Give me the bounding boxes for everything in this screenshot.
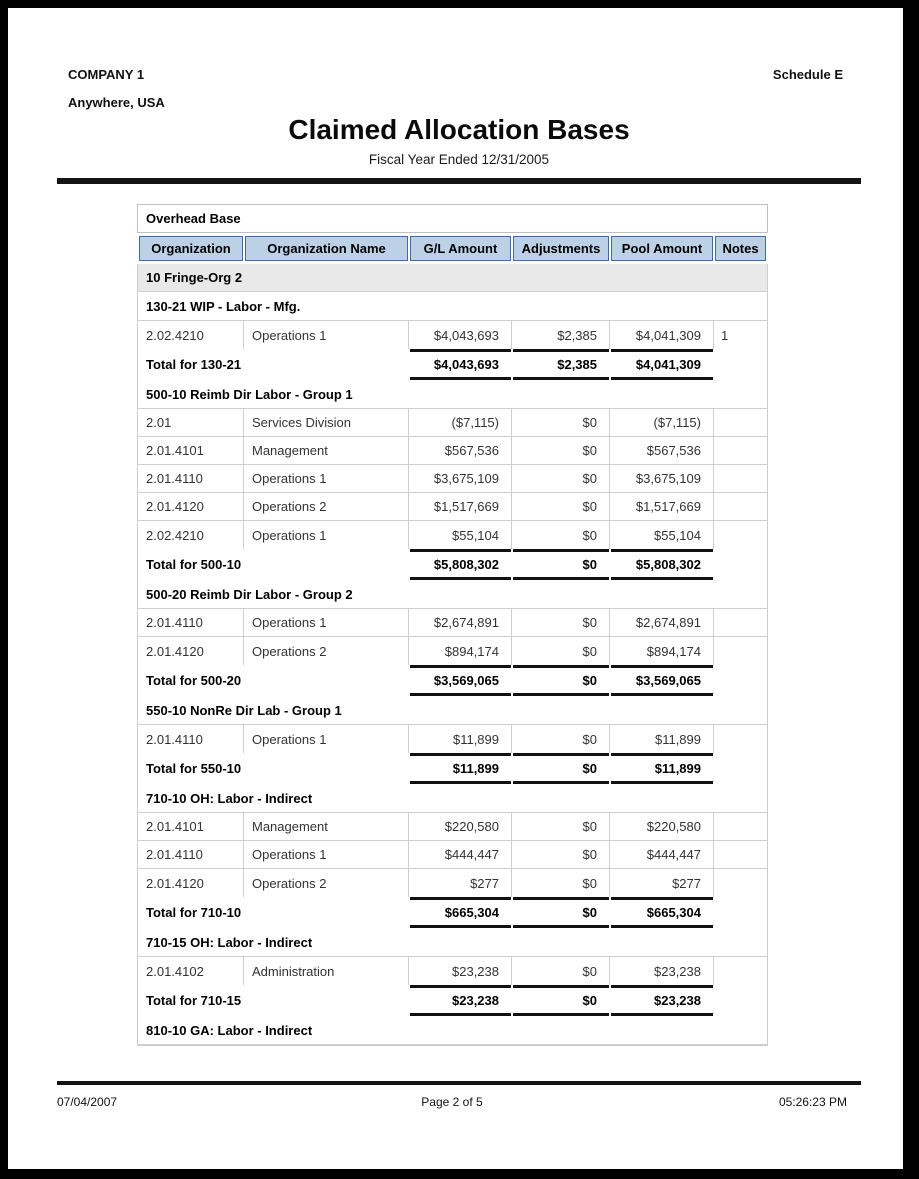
org-name-cell: Management xyxy=(244,813,409,840)
table-row xyxy=(138,637,767,665)
notes-cell xyxy=(714,725,767,753)
column-header-gl-amount: G/L Amount xyxy=(410,236,511,261)
table-row xyxy=(138,493,767,521)
org-cell: 2.01.4120 xyxy=(138,637,244,665)
adjustments-cell: $2,385 xyxy=(512,321,610,349)
adjustments-cell: $0 xyxy=(512,813,610,840)
org-cell: 2.01.4120 xyxy=(138,869,244,897)
org-name-cell: Operations 1 xyxy=(244,465,409,492)
adjustments-cell: $0 xyxy=(512,465,610,492)
total-pool-amount-cell: $4,041,309 xyxy=(611,349,713,380)
footer-time: 05:26:23 PM xyxy=(778,1095,847,1109)
org-name-cell: Operations 1 xyxy=(244,725,409,753)
pool-amount-cell: $3,675,109 xyxy=(610,465,714,492)
notes-cell xyxy=(714,637,767,665)
table-body xyxy=(137,264,768,1046)
org-name-cell: Operations 2 xyxy=(244,493,409,520)
adjustments-cell: $0 xyxy=(512,493,610,520)
table-row xyxy=(138,813,767,841)
notes-cell xyxy=(714,869,767,897)
company-name: COMPANY 1 xyxy=(68,67,145,82)
org-cell: 2.01.4110 xyxy=(138,725,244,753)
column-header-notes: Notes xyxy=(715,236,766,261)
gl-amount-cell: $2,674,891 xyxy=(409,609,512,636)
gl-amount-cell: $23,238 xyxy=(409,957,512,985)
total-label-cell: Total for 500-10 xyxy=(146,557,242,572)
column-header-organization-name: Organization Name xyxy=(245,236,408,261)
total-adjustments-cell: $0 xyxy=(513,549,609,580)
pool-amount-cell: $894,174 xyxy=(610,637,714,665)
total-gl-amount-cell: $4,043,693 xyxy=(410,349,511,380)
pool-amount-cell: $2,674,891 xyxy=(610,609,714,636)
notes-cell xyxy=(714,409,767,436)
pool-amount-cell: $567,536 xyxy=(610,437,714,464)
footer-page-number: Page 2 of 5 xyxy=(421,1095,483,1109)
pool-amount-cell: $1,517,669 xyxy=(610,493,714,520)
table-row xyxy=(138,725,767,753)
pool-amount-cell: $277 xyxy=(610,869,714,897)
org-cell: 2.01.4101 xyxy=(138,437,244,464)
adjustments-cell: $0 xyxy=(512,957,610,985)
total-row xyxy=(138,665,767,696)
org-cell: 2.01.4110 xyxy=(138,841,244,868)
section-heading-row: 500-20 Reimb Dir Labor - Group 2 xyxy=(138,580,767,609)
pool-amount-cell: $220,580 xyxy=(610,813,714,840)
company-location: Anywhere, USA xyxy=(68,95,165,110)
org-cell: 2.02.4210 xyxy=(138,321,244,349)
total-adjustments-cell: $0 xyxy=(513,665,609,696)
gl-amount-cell: $277 xyxy=(409,869,512,897)
notes-cell xyxy=(714,465,767,492)
org-cell: 2.01 xyxy=(138,409,244,436)
org-cell: 2.02.4210 xyxy=(138,521,244,549)
total-gl-amount-cell: $665,304 xyxy=(410,897,511,928)
total-adjustments-cell: $0 xyxy=(513,753,609,784)
table-row xyxy=(138,957,767,985)
table-row xyxy=(138,841,767,869)
org-cell: 2.01.4110 xyxy=(138,465,244,492)
total-row xyxy=(138,753,767,784)
schedule-label: Schedule E xyxy=(772,67,843,82)
table-row xyxy=(138,321,767,349)
total-adjustments-cell: $0 xyxy=(513,897,609,928)
total-gl-amount-cell: $11,899 xyxy=(410,753,511,784)
total-notes-cell xyxy=(714,985,767,1016)
org-name-cell: Operations 1 xyxy=(244,521,409,549)
table-row xyxy=(138,465,767,493)
page-header-line1 xyxy=(57,67,861,82)
org-name-cell: Administration xyxy=(244,957,409,985)
section-heading-row: 810-10 GA: Labor - Indirect xyxy=(138,1016,767,1045)
allocation-table xyxy=(137,204,768,1046)
column-header-organization: Organization xyxy=(139,236,243,261)
notes-cell xyxy=(714,521,767,549)
org-name-cell: Services Division xyxy=(244,409,409,436)
org-name-cell: Operations 2 xyxy=(244,869,409,897)
report-page xyxy=(8,8,903,1169)
total-pool-amount-cell: $11,899 xyxy=(611,753,713,784)
page-footer xyxy=(57,1095,861,1109)
total-adjustments-cell: $2,385 xyxy=(513,349,609,380)
adjustments-cell: $0 xyxy=(512,521,610,549)
section-heading-row: 710-15 OH: Labor - Indirect xyxy=(138,928,767,957)
adjustments-cell: $0 xyxy=(512,725,610,753)
total-notes-cell xyxy=(714,665,767,696)
total-row xyxy=(138,349,767,380)
pool-amount-cell: $23,238 xyxy=(610,957,714,985)
table-row xyxy=(138,609,767,637)
table-row xyxy=(138,437,767,465)
total-row xyxy=(138,985,767,1016)
section-heading-row: 710-10 OH: Labor - Indirect xyxy=(138,784,767,813)
footer-rule xyxy=(57,1081,861,1085)
gl-amount-cell: ($7,115) xyxy=(409,409,512,436)
org-name-cell: Operations 1 xyxy=(244,841,409,868)
section-heading-row: 130-21 WIP - Labor - Mfg. xyxy=(138,292,767,321)
adjustments-cell: $0 xyxy=(512,409,610,436)
org-cell: 2.01.4110 xyxy=(138,609,244,636)
table-caption: Overhead Base xyxy=(137,204,768,233)
adjustments-cell: $0 xyxy=(512,637,610,665)
total-row xyxy=(138,549,767,580)
org-name-cell: Management xyxy=(244,437,409,464)
adjustments-cell: $0 xyxy=(512,841,610,868)
table-row xyxy=(138,521,767,549)
header-rule xyxy=(57,178,861,184)
table-header-row xyxy=(138,235,767,262)
section-heading-row: 550-10 NonRe Dir Lab - Group 1 xyxy=(138,696,767,725)
total-label-cell: Total for 500-20 xyxy=(146,673,242,688)
column-header-adjustments: Adjustments xyxy=(513,236,609,261)
pool-amount-cell: $4,041,309 xyxy=(610,321,714,349)
notes-cell: 1 xyxy=(721,327,729,343)
total-notes-cell xyxy=(714,549,767,580)
total-label-cell: Total for 710-15 xyxy=(146,993,242,1008)
gl-amount-cell: $3,675,109 xyxy=(409,465,512,492)
adjustments-cell: $0 xyxy=(512,437,610,464)
total-pool-amount-cell: $23,238 xyxy=(611,985,713,1016)
group-header-row: 10 Fringe-Org 2 xyxy=(138,264,767,292)
total-adjustments-cell: $0 xyxy=(513,985,609,1016)
notes-cell xyxy=(714,493,767,520)
gl-amount-cell: $567,536 xyxy=(409,437,512,464)
footer-date: 07/04/2007 xyxy=(57,1095,118,1109)
pool-amount-cell: $444,447 xyxy=(610,841,714,868)
gl-amount-cell: $1,517,669 xyxy=(409,493,512,520)
pool-amount-cell: ($7,115) xyxy=(610,409,714,436)
org-cell: 2.01.4120 xyxy=(138,493,244,520)
notes-cell xyxy=(714,841,767,868)
page-title: Claimed Allocation Bases xyxy=(288,114,630,145)
total-label-cell: Total for 710-10 xyxy=(146,905,242,920)
notes-cell xyxy=(714,437,767,464)
total-gl-amount-cell: $23,238 xyxy=(410,985,511,1016)
org-cell: 2.01.4101 xyxy=(138,813,244,840)
adjustments-cell: $0 xyxy=(512,869,610,897)
notes-cell xyxy=(714,609,767,636)
table-row xyxy=(138,409,767,437)
table-row xyxy=(138,869,767,897)
total-gl-amount-cell: $5,808,302 xyxy=(410,549,511,580)
gl-amount-cell: $444,447 xyxy=(409,841,512,868)
pool-amount-cell: $11,899 xyxy=(610,725,714,753)
total-pool-amount-cell: $3,569,065 xyxy=(611,665,713,696)
org-name-cell: Operations 2 xyxy=(244,637,409,665)
total-notes-cell xyxy=(714,753,767,784)
notes-cell xyxy=(714,957,767,985)
section-heading-row: 500-10 Reimb Dir Labor - Group 1 xyxy=(138,380,767,409)
adjustments-cell: $0 xyxy=(512,609,610,636)
total-notes-cell xyxy=(714,349,767,380)
gl-amount-cell: $4,043,693 xyxy=(409,321,512,349)
pool-amount-cell: $55,104 xyxy=(610,521,714,549)
org-name-cell: Operations 1 xyxy=(244,321,409,349)
notes-cell xyxy=(714,813,767,840)
page-subtitle: Fiscal Year Ended 12/31/2005 xyxy=(368,152,550,167)
total-label-cell: Total for 550-10 xyxy=(146,761,242,776)
org-cell: 2.01.4102 xyxy=(138,957,244,985)
total-notes-cell xyxy=(714,897,767,928)
total-pool-amount-cell: $665,304 xyxy=(611,897,713,928)
total-gl-amount-cell: $3,569,065 xyxy=(410,665,511,696)
total-label-cell: Total for 130-21 xyxy=(146,357,242,372)
gl-amount-cell: $220,580 xyxy=(409,813,512,840)
column-header-pool-amount: Pool Amount xyxy=(611,236,713,261)
org-name-cell: Operations 1 xyxy=(244,609,409,636)
total-row xyxy=(138,897,767,928)
gl-amount-cell: $55,104 xyxy=(409,521,512,549)
gl-amount-cell: $11,899 xyxy=(409,725,512,753)
total-pool-amount-cell: $5,808,302 xyxy=(611,549,713,580)
gl-amount-cell: $894,174 xyxy=(409,637,512,665)
